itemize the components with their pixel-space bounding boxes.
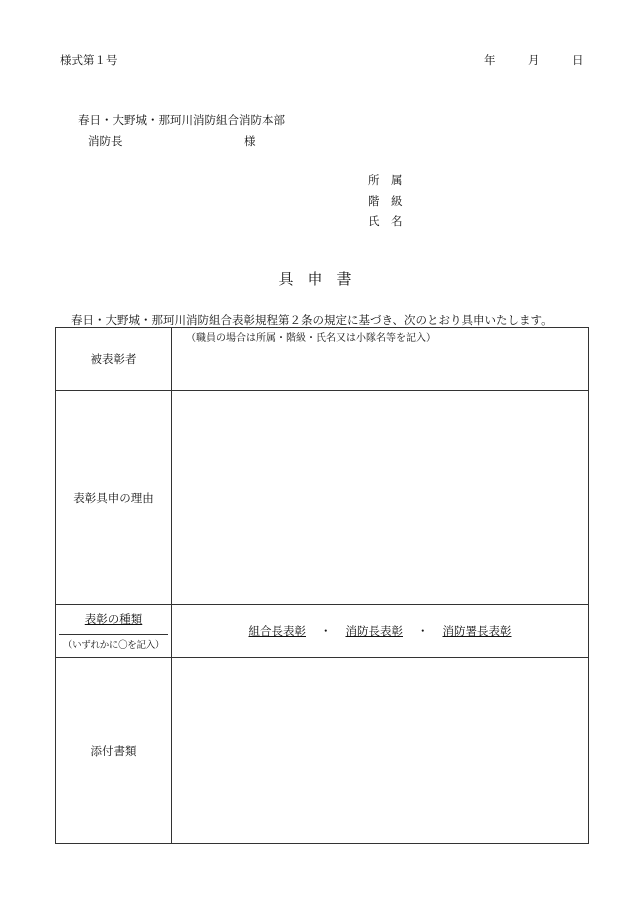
addressee-title: 消防長	[88, 134, 123, 148]
recipient-note: （職員の場合は所属・階級・氏名又は小隊名等を記入）	[186, 333, 436, 344]
form-number: 様式第１号	[60, 53, 118, 67]
intro-text: 春日・大野城・那珂川消防組合表彰規程第２条の規定に基づき、次のとおり具申いたします。	[71, 313, 553, 327]
award-kind-header	[56, 605, 172, 658]
option-separator: ・	[320, 624, 332, 638]
date-day-label: 日	[572, 53, 584, 67]
award-option-fire-chief[interactable]: 消防長表彰	[345, 624, 403, 638]
applicant-name-label: 氏 名	[368, 214, 403, 228]
attachments-row	[56, 658, 589, 844]
document-title: 具申書	[278, 270, 366, 288]
award-kind-options	[172, 605, 589, 658]
option-separator: ・	[417, 624, 429, 638]
attachments-label: 添付書類	[56, 658, 172, 844]
addressee-organization: 春日・大野城・那珂川消防組合消防本部	[78, 113, 285, 127]
award-kind-instruction: （いずれかに〇を記入）	[59, 634, 168, 651]
award-option-station-chief[interactable]: 消防署長表彰	[442, 624, 512, 638]
applicant-rank-label: 階 級	[368, 194, 403, 208]
applicant-affiliation-label: 所 属	[368, 173, 403, 187]
attachments-field[interactable]	[172, 658, 589, 844]
award-option-union-chief[interactable]: 組合長表彰	[248, 624, 306, 638]
reason-field[interactable]	[172, 391, 589, 605]
reason-row	[56, 391, 589, 605]
application-table	[55, 327, 589, 844]
reason-label: 表彰具申の理由	[56, 391, 172, 605]
date-year-label: 年	[484, 53, 496, 67]
recipient-label: 被表彰者	[56, 328, 172, 391]
addressee-honorific: 様	[244, 134, 256, 148]
award-kind-row	[56, 605, 589, 658]
date-month-label: 月	[528, 53, 540, 67]
award-kind-label: 表彰の種類	[84, 612, 143, 626]
